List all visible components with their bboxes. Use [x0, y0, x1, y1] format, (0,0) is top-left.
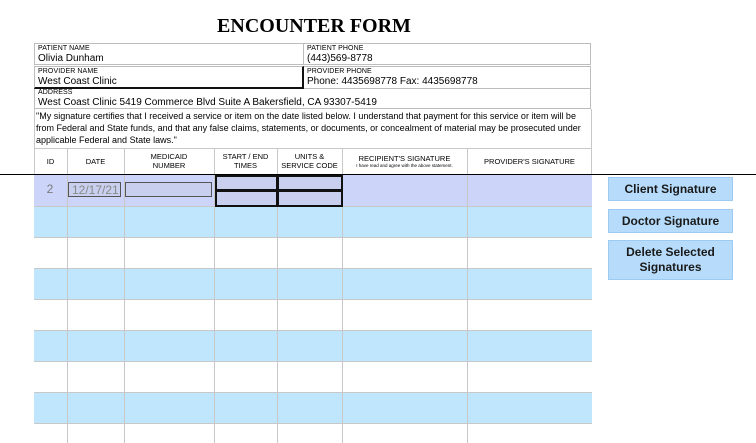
address-label: ADDRESS	[38, 89, 73, 96]
provider-name-value: West Coast Clinic	[38, 76, 117, 87]
patient-name-label: PATIENT NAME	[38, 45, 90, 52]
start-time-field[interactable]	[215, 175, 278, 191]
header-id: ID	[46, 156, 55, 166]
provider-phone-value: Phone: 4435698778 Fax: 4435698778	[307, 76, 478, 87]
table-row[interactable]	[34, 392, 592, 423]
table-row[interactable]	[34, 299, 592, 330]
row-id: 2	[46, 182, 54, 196]
provider-phone-label: PROVIDER PHONE	[307, 68, 372, 75]
delete-button-line-1: Delete Selected	[626, 245, 715, 259]
delete-selected-signatures-button[interactable]	[608, 240, 733, 280]
delete-button-line-2: Signatures	[639, 260, 702, 274]
form-title: ENCOUNTER FORM	[217, 15, 411, 37]
header-medicaid-number: MEDICAID NUMBER	[150, 152, 188, 170]
end-time-field[interactable]	[215, 190, 278, 207]
provider-name-label: PROVIDER NAME	[38, 68, 99, 75]
table-row[interactable]	[34, 206, 592, 237]
header-start-end-times: START / END TIMES	[222, 152, 269, 170]
client-signature-button[interactable]: Client Signature	[608, 177, 733, 201]
provider-phone-box	[304, 66, 591, 89]
patient-phone-label: PATIENT PHONE	[307, 45, 364, 52]
header-date: DATE	[85, 156, 106, 166]
header-recipient-signature: RECIPIENT'S SIGNATURE I have read and agree with the above statement.	[356, 154, 453, 168]
patient-phone-value: (443)569-8778	[307, 53, 373, 64]
certification-statement: "My signature certifies that I received a service or item on the date listed below. I understand that payment for this service or item will be from Federal and State funds, and that any false claims, statements, or documents, or concealment of material may be prosecuted under applicable Federal and State laws."	[36, 111, 581, 145]
selection-divider	[0, 174, 756, 175]
header-provider-signature: PROVIDER'S SIGNATURE	[484, 156, 575, 166]
header-units-service-code: UNITS & SERVICE CODE	[281, 152, 338, 170]
table-row[interactable]	[34, 423, 592, 443]
service-code-field[interactable]	[277, 190, 343, 207]
provider-name-box	[34, 66, 304, 89]
address-box	[34, 89, 591, 109]
address-value: West Coast Clinic 5419 Commerce Blvd Suite A Bakersfield, CA 93307-5419	[38, 97, 377, 108]
table-row[interactable]	[34, 237, 592, 268]
patient-name-box	[34, 43, 304, 65]
table-row[interactable]	[34, 330, 592, 361]
patient-phone-box	[304, 43, 591, 65]
medicaid-number-field[interactable]	[125, 182, 212, 197]
doctor-signature-button[interactable]: Doctor Signature	[608, 209, 733, 233]
units-field[interactable]	[277, 175, 343, 191]
table-row[interactable]	[34, 268, 592, 299]
date-field[interactable]: 12/17/21	[68, 182, 121, 197]
patient-name-value: Olivia Dunham	[38, 53, 104, 64]
table-row[interactable]	[34, 361, 592, 392]
